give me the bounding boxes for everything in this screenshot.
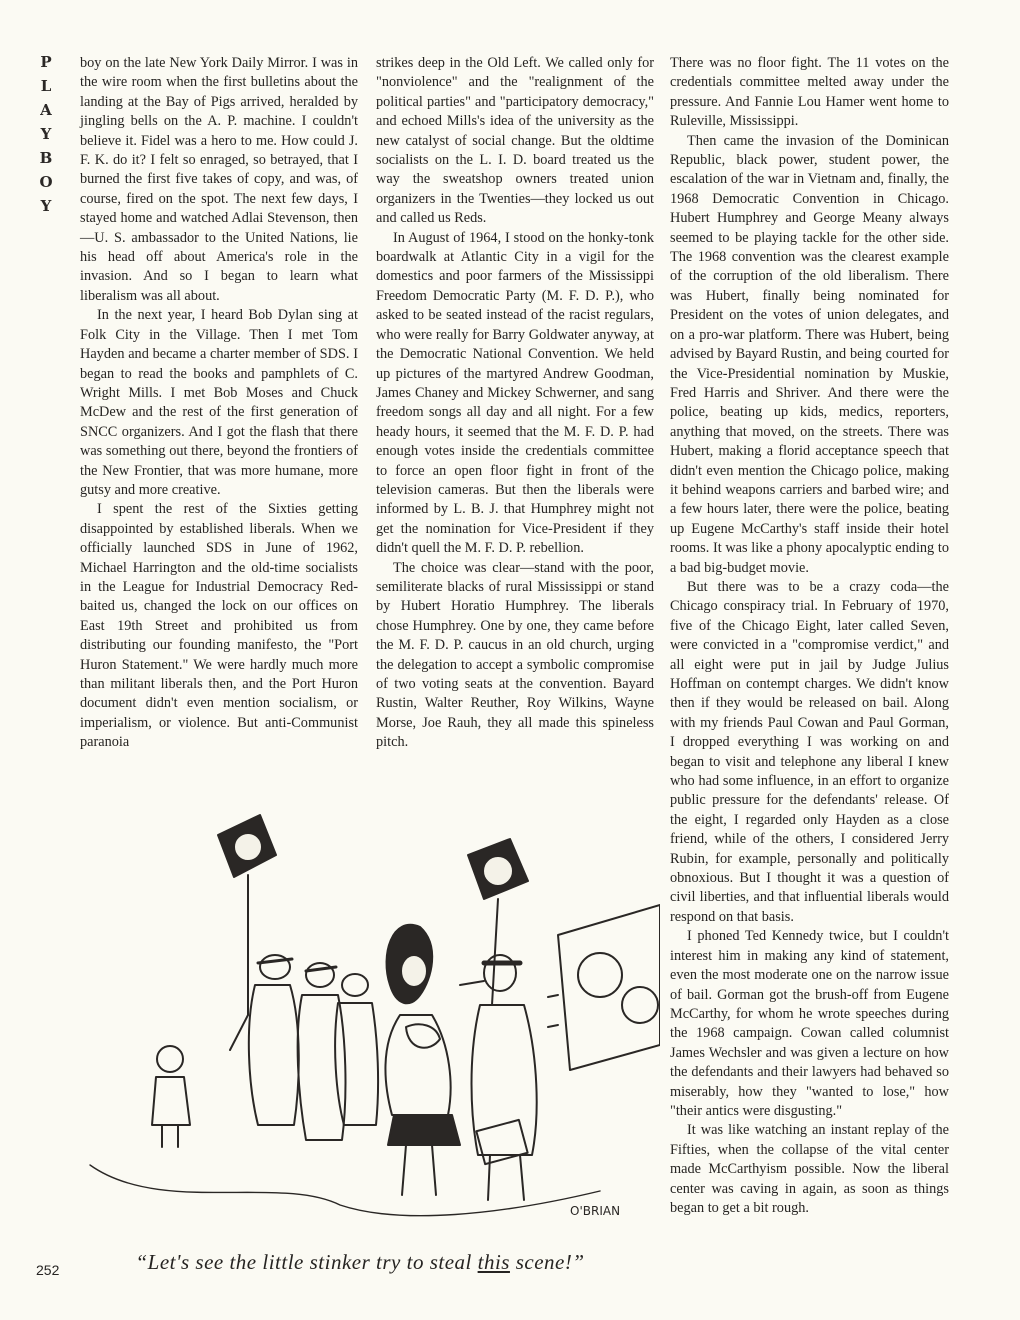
cartoon-caption <box>80 1250 640 1275</box>
paragraph: It was like watching an instant replay of the Fifties, when the collapse of the vital center made McCarthyism possible. Now the liberal center was caving in again, as soon as things began to get a bit rough. <box>670 1122 949 1216</box>
running-head-letter: A <box>40 101 52 119</box>
director-figure <box>460 955 537 1200</box>
text-column-3 <box>670 54 949 1218</box>
cartoon-illustration <box>80 795 660 1225</box>
artist-signature: O'BRIAN <box>570 1204 621 1218</box>
caption-text-1: “Let's see the little stinker try to steal <box>135 1250 478 1274</box>
paragraph: I spent the rest of the Sixties getting disappointed by established liberals. When we officially launched SDS in June of 1962, Michael Harrington and the old-time socialists in the League for Industrial Democracy Red-baited us, changed the lock on our offices on East 19th Street and prohibited us from distributing our founding manifesto, the "Port Huron Statement." We were hardly much more than militant liberals then, and the Port Huron document didn't even mention socialism, or imperialism, or violence. But anti-Communist paranoia <box>80 501 358 751</box>
running-head-letter: O <box>39 173 53 191</box>
spotlight-center <box>468 839 528 1005</box>
running-head-letter: P <box>40 53 52 71</box>
camera <box>548 905 660 1070</box>
page-number: 252 <box>36 1262 60 1278</box>
spotlight-left <box>218 815 276 1050</box>
paragraph: In the next year, I heard Bob Dylan sing at Folk City in the Village. Then I met Tom Hayden and became a charter member of SDS. I began to read the books and pamphlets of C. Wright Mills. I met Bob Moses and Chuck McDew and the rest of the first generation of SNCC organizers. And I got the flash that there was something out there, beyond the frontiers of the New Frontier, that was more humane, more gutsy and more creative. <box>80 307 358 498</box>
paragraph: In August of 1964, I stood on the honky-tonk boardwalk at Atlantic City in a vigil for the domestics and poor farmers of the Mississippi Freedom Democratic Party (M. F. D. P.), who asked to be seated instead of the racist regulars, who were really for Barry Goldwater anyway, at the Democratic National Convention. We held up pictures of the martyred Andrew Goodman, James Chaney and Mickey Schwerner, and sang freedom songs all day and all night. For a few heady hours, it seemed that the M. F. D. P. had enough votes inside the credentials committee to force an open floor fight in front of the television cameras. But then the liberals were informed by L. B. J. that Humphrey might not get the nomination for Vice-President if they didn't quell the M. F. D. P. rebellion. <box>376 229 654 557</box>
running-head-letter: L <box>40 77 52 95</box>
text-column-1 <box>80 54 358 753</box>
paragraph: strikes deep in the Old Left. We called only for "nonviolence" and the "realignment of the political parties" and "participatory democracy," and echoed Mills's idea of the university as the new catalyst of social change. But the oldtime socialists on the L. I. D. board treated us the way the sweatshop owners treated union organizers in the Twenties—they locked us out and called us Reds. <box>376 55 654 227</box>
paragraph: I phoned Ted Kennedy twice, but I couldn't interest him in making any kind of statement, even the most moderate one on the narrow issue of bail. Gorman got the brush-off from Eugene McCarthy, for whom he wrote speeches during the 1968 campaign. Cowan called columnist James Wechsler and was given a lecture on how the defendants and their lawyers had behaved so miserably, how they "wanted to lose," how "their antics were disgusting." <box>670 928 949 1119</box>
running-head-letter: Y <box>40 197 52 215</box>
paragraph: boy on the late New York Daily Mirror. I was in the wire room when the first bulletins about the landing at the Bay of Pigs arrived, heralded by jingling bells on the A. P. machine. I couldn't believe it. Fidel was a hero to me. How could J. F. K. do it? I felt so enraged, so betrayed, that I burned the first five takes of copy, and was, of course, fired on the spot. The next few days, I stayed home and watched Adlai Stevenson, then—U. S. ambassador to the United Nations, lie his head off about America's role in the invasion. And so I began to learn what liberalism was all about. <box>80 55 358 304</box>
running-head-letter: Y <box>40 125 52 143</box>
caption-emphasis: this <box>477 1250 510 1274</box>
paragraph: There was no floor fight. The 11 votes on the credentials committee melted away under the pressure. And Fannie Lou Hamer went home to Ruleville, Mississippi. <box>670 55 949 130</box>
caption-text-2: scene!” <box>509 1250 585 1274</box>
running-head-letter: B <box>39 149 53 167</box>
paragraph: The choice was clear—stand with the poor, semiliterate blacks of rural Mississippi or stand by Hubert Horatio Humphrey. The liberals chose Humphrey. One by one, they came before the M. F. D. P. caucus in an old church, urging the delegation to accept a symbolic compromise of two voting seats at the convention. Bayard Rustin, Walter Reuther, Roy Wilkins, Wayne Morse, Joe Rauh, they all made this spineless pitch. <box>376 559 654 751</box>
paragraph: Then came the invasion of the Dominican Republic, black power, student power, the escalation of the war in Vietnam and, finally, the 1968 Democratic Convention in Chicago. Hubert Humphrey and George Meany always seemed to be playing tackle for the other side. The 1968 convention was the clearest example of the corruption of the old liberalism. There was Hubert, finally being nominated for President on the votes of union delegates, and on a pro-war platform. There was Hubert, being advised by Bayard Rustin, and being courted for the Vice-Presidential nomination by Muskie, Fred Harris and Shriver. And there were the police, beating up kids, medics, reporters, anything that moved, on the streets. There was Hubert, making a florid acceptance speech that didn't even mention the Chicago police, making it behind weapons carriers and barbed wire; and a few hours later, there were the police, beating up Eugene McCarthy's staff inside their hotel rooms. It was like a phony apocalyptic ending to a bad big-budget movie. <box>670 132 949 576</box>
child-figure <box>152 1046 190 1147</box>
crew-men <box>249 955 378 1140</box>
text-column-2 <box>376 54 654 753</box>
actress-figure <box>385 925 460 1195</box>
paragraph: But there was to be a crazy coda—the Chicago conspiracy trial. In February of 1970, five of the Chicago Eight, later called Seven, were convicted in a "compromise verdict," and all eight were put in jail by Judge Julius Hoffman on contempt charges. We didn't know then if they would be released on bail. Along with my friends Paul Cowan and Paul Gorman, I dropped everything I was working on and began to visit and telephone any liberal I knew who had some influence, in an effort to organize public pressure for the defendants' release. Of the eight, I regarded only Hayden as a close friend, while of the others, I considered Jerry Rubin, for example, personally and politically obnoxious. But I thought it was a question of civil liberties, and that influential liberals would respond on that basis. <box>670 578 949 925</box>
running-head <box>34 50 58 218</box>
